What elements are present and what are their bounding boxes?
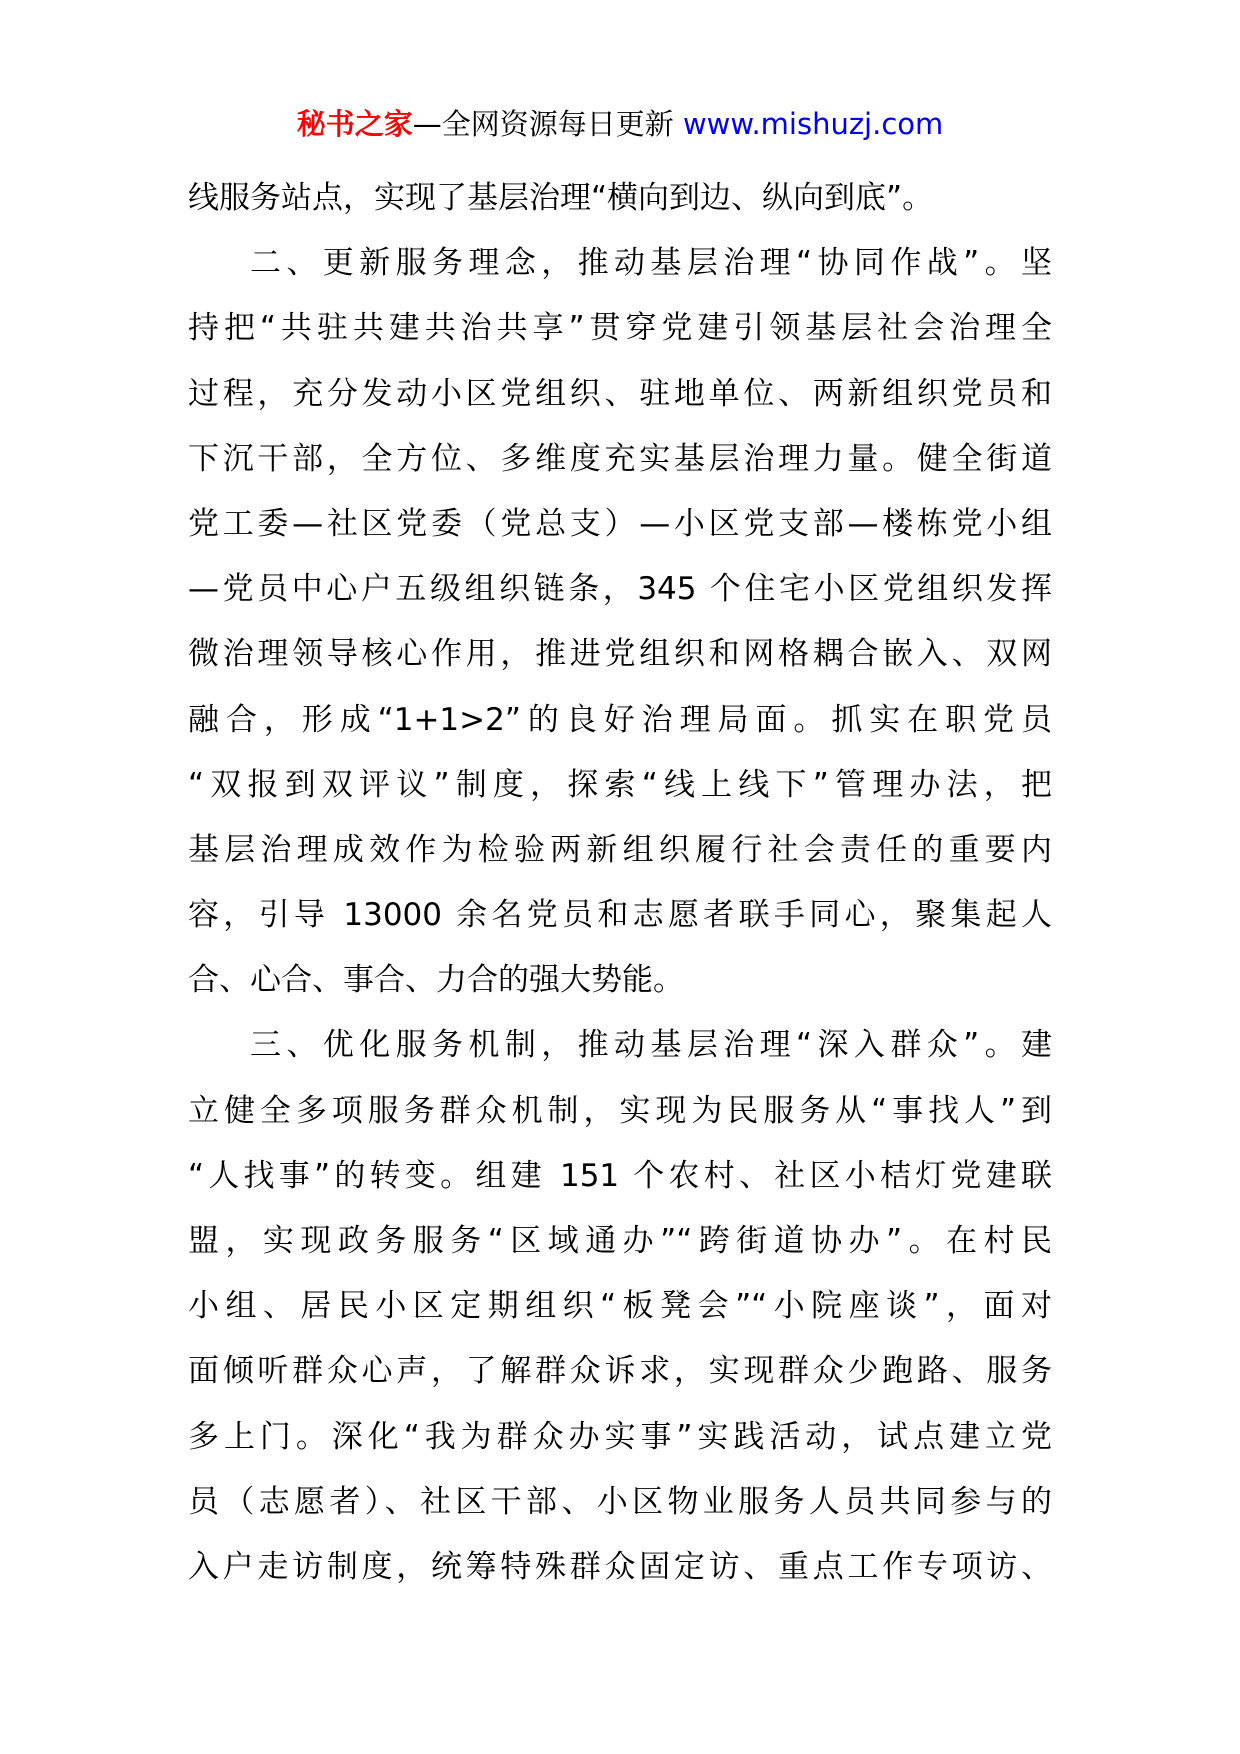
brand-name: 秘书之家 [296,107,413,141]
header-tagline: —全网资源每日更新 [412,107,683,141]
page-header [0,104,1240,144]
text-line: 小组、居民小区定期组织“板凳会”“小院座谈”，面对 [188,1288,1052,1325]
text-line: —党员中心户五级组织链条，345 个住宅小区党组织发挥 [188,571,1052,608]
text-line: 线服务站点，实现了基层治理“横向到边、纵向到底”。 [188,180,934,216]
document-body [188,166,1052,1600]
text-line: 下沉干部，全方位、多维度充实基层治理力量。健全街道 [188,440,1052,477]
text-line: 基层治理成效作为检验两新组织履行社会责任的重要内 [188,831,1052,868]
text-line: 立健全多项服务群众机制，实现为民服务从“事找人”到 [188,1092,1052,1129]
text-line: 融合，形成“1+1>2”的良好治理局面。抓实在职党员 [188,701,1052,738]
text-line: “双报到双评议”制度，探索“线上线下”管理办法，把 [188,766,1052,803]
section-2-heading-line: 二、更新服务理念，推动基层治理“协同作战”。坚 [250,245,1052,282]
text-line: 过程，充分发动小区党组织、驻地单位、两新组织党员和 [188,375,1052,412]
text-line: 员（志愿者）、社区干部、小区物业服务人员共同参与的 [188,1483,1052,1520]
text-line: 微治理领导核心作用，推进党组织和网格耦合嵌入、双网 [188,636,1052,673]
site-url-link[interactable]: www.mishuzj.com [682,107,944,141]
text-line: “人找事”的转变。组建 151 个农村、社区小桔灯党建联 [188,1157,1052,1194]
text-line: 多上门。深化“我为群众办实事”实践活动，试点建立党 [188,1418,1052,1455]
text-line: 盟，实现政务服务“区域通办”“跨街道协办”。在村民 [188,1223,1052,1259]
text-line: 持把“共驻共建共治共享”贯穿党建引领基层社会治理全 [188,310,1052,347]
text-line: 入户走访制度，统筹特殊群众固定访、重点工作专项访、 [188,1548,1052,1585]
section-3-heading-line: 三、优化服务机制，推动基层治理“深入群众”。建 [250,1027,1052,1064]
text-line: 合、心合、事合、力合的强大势能。 [188,962,684,999]
text-line: 容，引导 13000 余名党员和志愿者联手同心，聚集起人 [188,897,1052,934]
text-line: 面倾听群众心声，了解群众诉求，实现群众少跑路、服务 [188,1353,1052,1390]
text-line: 党工委—社区党委（党总支）—小区党支部—楼栋党小组 [188,505,1052,542]
